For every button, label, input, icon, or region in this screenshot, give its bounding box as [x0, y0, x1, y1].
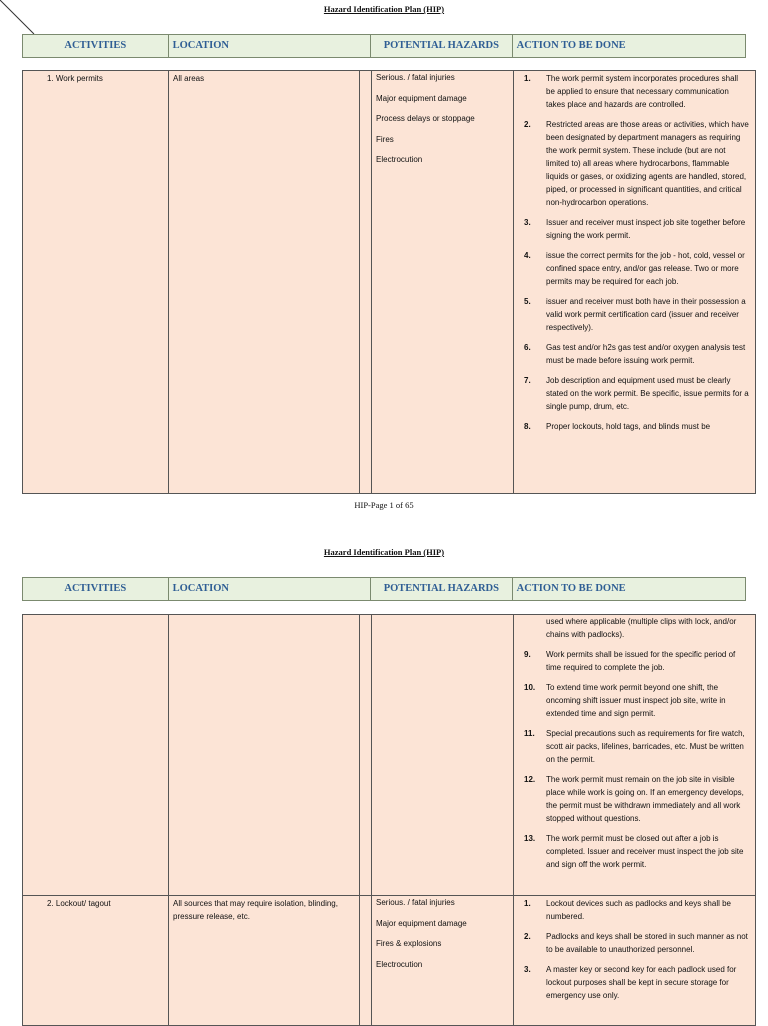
hazard-list — [372, 896, 513, 970]
action-text: Proper lockouts, hold tags, and blinds must be — [546, 422, 711, 431]
table-row — [23, 71, 755, 494]
action-item — [514, 832, 749, 871]
action-list — [514, 71, 755, 433]
action-text: Lockout devices such as padlocks and keys shall be numbered. — [546, 899, 731, 921]
action-list — [514, 647, 755, 871]
action-text: issue the correct permits for the job - hot, cold, vessel or confined space entry, and/or gas release. Two or more permits may be required for each job. — [546, 251, 745, 286]
action-number: 13. — [524, 834, 536, 843]
location-cell — [169, 896, 360, 1026]
continued-action-text: used where applicable (multiple clips with lock, and/or chains with padlocks). — [546, 617, 737, 639]
action-item — [514, 374, 749, 413]
spacer-cell — [360, 615, 372, 895]
action-text: Gas test and/or h2s gas test and/or oxygen analysis test must be made before issuing work permit. — [546, 343, 746, 365]
page-title: Hazard Identification Plan (HIP) — [323, 547, 445, 557]
activity-text: 2. Lockout/ tagout — [47, 899, 111, 908]
location-text: All sources that may require isolation, blinding, pressure release, etc. — [173, 899, 338, 921]
hazard-item: Serious. / fatal injuries — [376, 73, 455, 82]
action-text: The work permit must remain on the job site in visible place while work is going on. If an emergency develops, the permit must be withdrawn immediately and all work stopped without questions. — [546, 775, 744, 823]
action-text: To extend time work permit beyond one shift, the oncoming shift issuer must inspect job site, write in extended time and sign permit. — [546, 683, 726, 718]
action-item — [514, 341, 749, 367]
action-text: Special precautions such as requirements for fire watch, scott air packs, lifelines, barricades, etc. Must be written on the permit. — [546, 729, 745, 764]
page-title: Hazard Identification Plan (HIP) — [323, 4, 445, 14]
action-number: 3. — [524, 218, 531, 227]
location-text: All areas — [173, 74, 205, 83]
hazard-item: Fires & explosions — [376, 939, 442, 948]
action-list — [514, 896, 755, 1002]
location-cell — [169, 71, 360, 494]
actions-cell — [514, 71, 755, 494]
header-activities: ACTIVITIES — [23, 35, 169, 57]
table-header — [22, 34, 746, 58]
action-number: 10. — [524, 683, 536, 692]
action-number: 8. — [524, 422, 531, 431]
header-potential-hazards: POTENTIAL HAZARDS — [371, 35, 513, 57]
hazard-item: Serious. / fatal injuries — [376, 898, 455, 907]
action-text: Restricted areas are those areas or activities, which have been designated by department managers as requiring the work permit system. These include (but are not limited to) all areas where hydrocarbons, flammable liquids or gases, or oxidizing agents are handled, stored, piped, or processed in significant quantities, and critical non-hydrocarbon operations. — [546, 120, 749, 207]
action-number: 4. — [524, 251, 531, 260]
activity-cell — [23, 71, 169, 494]
action-item — [514, 420, 749, 433]
action-number: 2. — [524, 120, 531, 129]
action-item — [514, 648, 749, 674]
header-action-to-be-done: ACTION TO BE DONE — [516, 583, 626, 594]
hazards-cell — [372, 896, 514, 1026]
header-location: LOCATION — [169, 578, 371, 600]
action-item — [514, 72, 749, 111]
action-number: 5. — [524, 297, 531, 306]
action-number: 6. — [524, 343, 531, 352]
hazards-cell — [372, 71, 514, 494]
action-text: issuer and receiver must both have in their possession a valid work permit certification card (issuer and receiver respectively). — [546, 297, 746, 332]
action-text: The work permit must be closed out after a job is completed. Issuer and receiver must inspect the job site and sign off the work permit. — [546, 834, 744, 869]
action-item — [514, 216, 749, 242]
action-text: Issuer and receiver must inspect job site together before signing the work permit. — [546, 218, 746, 240]
hazard-item: Process delays or stoppage — [376, 114, 475, 123]
spacer-cell — [360, 71, 372, 494]
activity-cell — [23, 896, 169, 1026]
activity-text: 1. Work permits — [47, 74, 103, 83]
action-text: Work permits shall be issued for the specific period of time required to complete the job. — [546, 650, 736, 672]
hazard-item: Fires — [376, 134, 394, 144]
action-number: 12. — [524, 775, 536, 784]
action-item — [514, 897, 749, 923]
hazard-table — [22, 614, 756, 1026]
action-number: 3. — [524, 965, 531, 974]
action-item — [514, 930, 749, 956]
action-text: Job description and equipment used must be clearly stated on the work permit. Be specific, issue permits for a single pump, drum, etc. — [546, 376, 749, 411]
action-text: Padlocks and keys shall be stored in such manner as not to be available to unauthorized personnel. — [546, 932, 748, 954]
hazard-item: Major equipment damage — [376, 918, 467, 928]
action-text: A master key or second key for each padlock used for lockout purposes shall be kept in secure storage for emergency use only. — [546, 965, 737, 1000]
hazard-item: Electrocution — [376, 959, 423, 969]
hazard-item: Electrocution — [376, 155, 423, 164]
action-number: 9. — [524, 650, 531, 659]
action-item — [514, 773, 749, 825]
action-number: 2. — [524, 932, 531, 941]
header-potential-hazards: POTENTIAL HAZARDS — [371, 578, 513, 600]
action-text: The work permit system incorporates procedures shall be applied to ensure that necessary communication takes place and hazards are controlled. — [546, 74, 739, 109]
hazards-cell — [372, 615, 514, 895]
hazard-table — [22, 70, 756, 494]
action-item — [514, 118, 749, 209]
action-item — [514, 681, 749, 720]
action-number: 7. — [524, 376, 531, 385]
table-row — [23, 896, 755, 1026]
action-number: 1. — [524, 899, 531, 908]
spacer-cell — [360, 896, 372, 1026]
location-cell — [169, 615, 360, 895]
table-header — [22, 577, 746, 601]
action-item — [514, 963, 749, 1002]
hazard-list — [372, 71, 513, 165]
action-number: 11. — [524, 729, 535, 738]
activity-cell — [23, 615, 169, 895]
action-number: 1. — [524, 74, 531, 83]
action-item — [514, 727, 749, 766]
actions-cell — [514, 615, 755, 895]
action-item — [514, 295, 749, 334]
hazard-item: Major equipment damage — [376, 93, 467, 103]
header-location: LOCATION — [169, 35, 371, 57]
header-action-to-be-done: ACTION TO BE DONE — [516, 40, 626, 51]
page-footer: HIP-Page 1 of 65 — [354, 500, 414, 510]
table-row — [23, 615, 755, 896]
actions-cell — [514, 896, 755, 1026]
header-activities: ACTIVITIES — [23, 578, 169, 600]
action-item — [514, 249, 749, 288]
